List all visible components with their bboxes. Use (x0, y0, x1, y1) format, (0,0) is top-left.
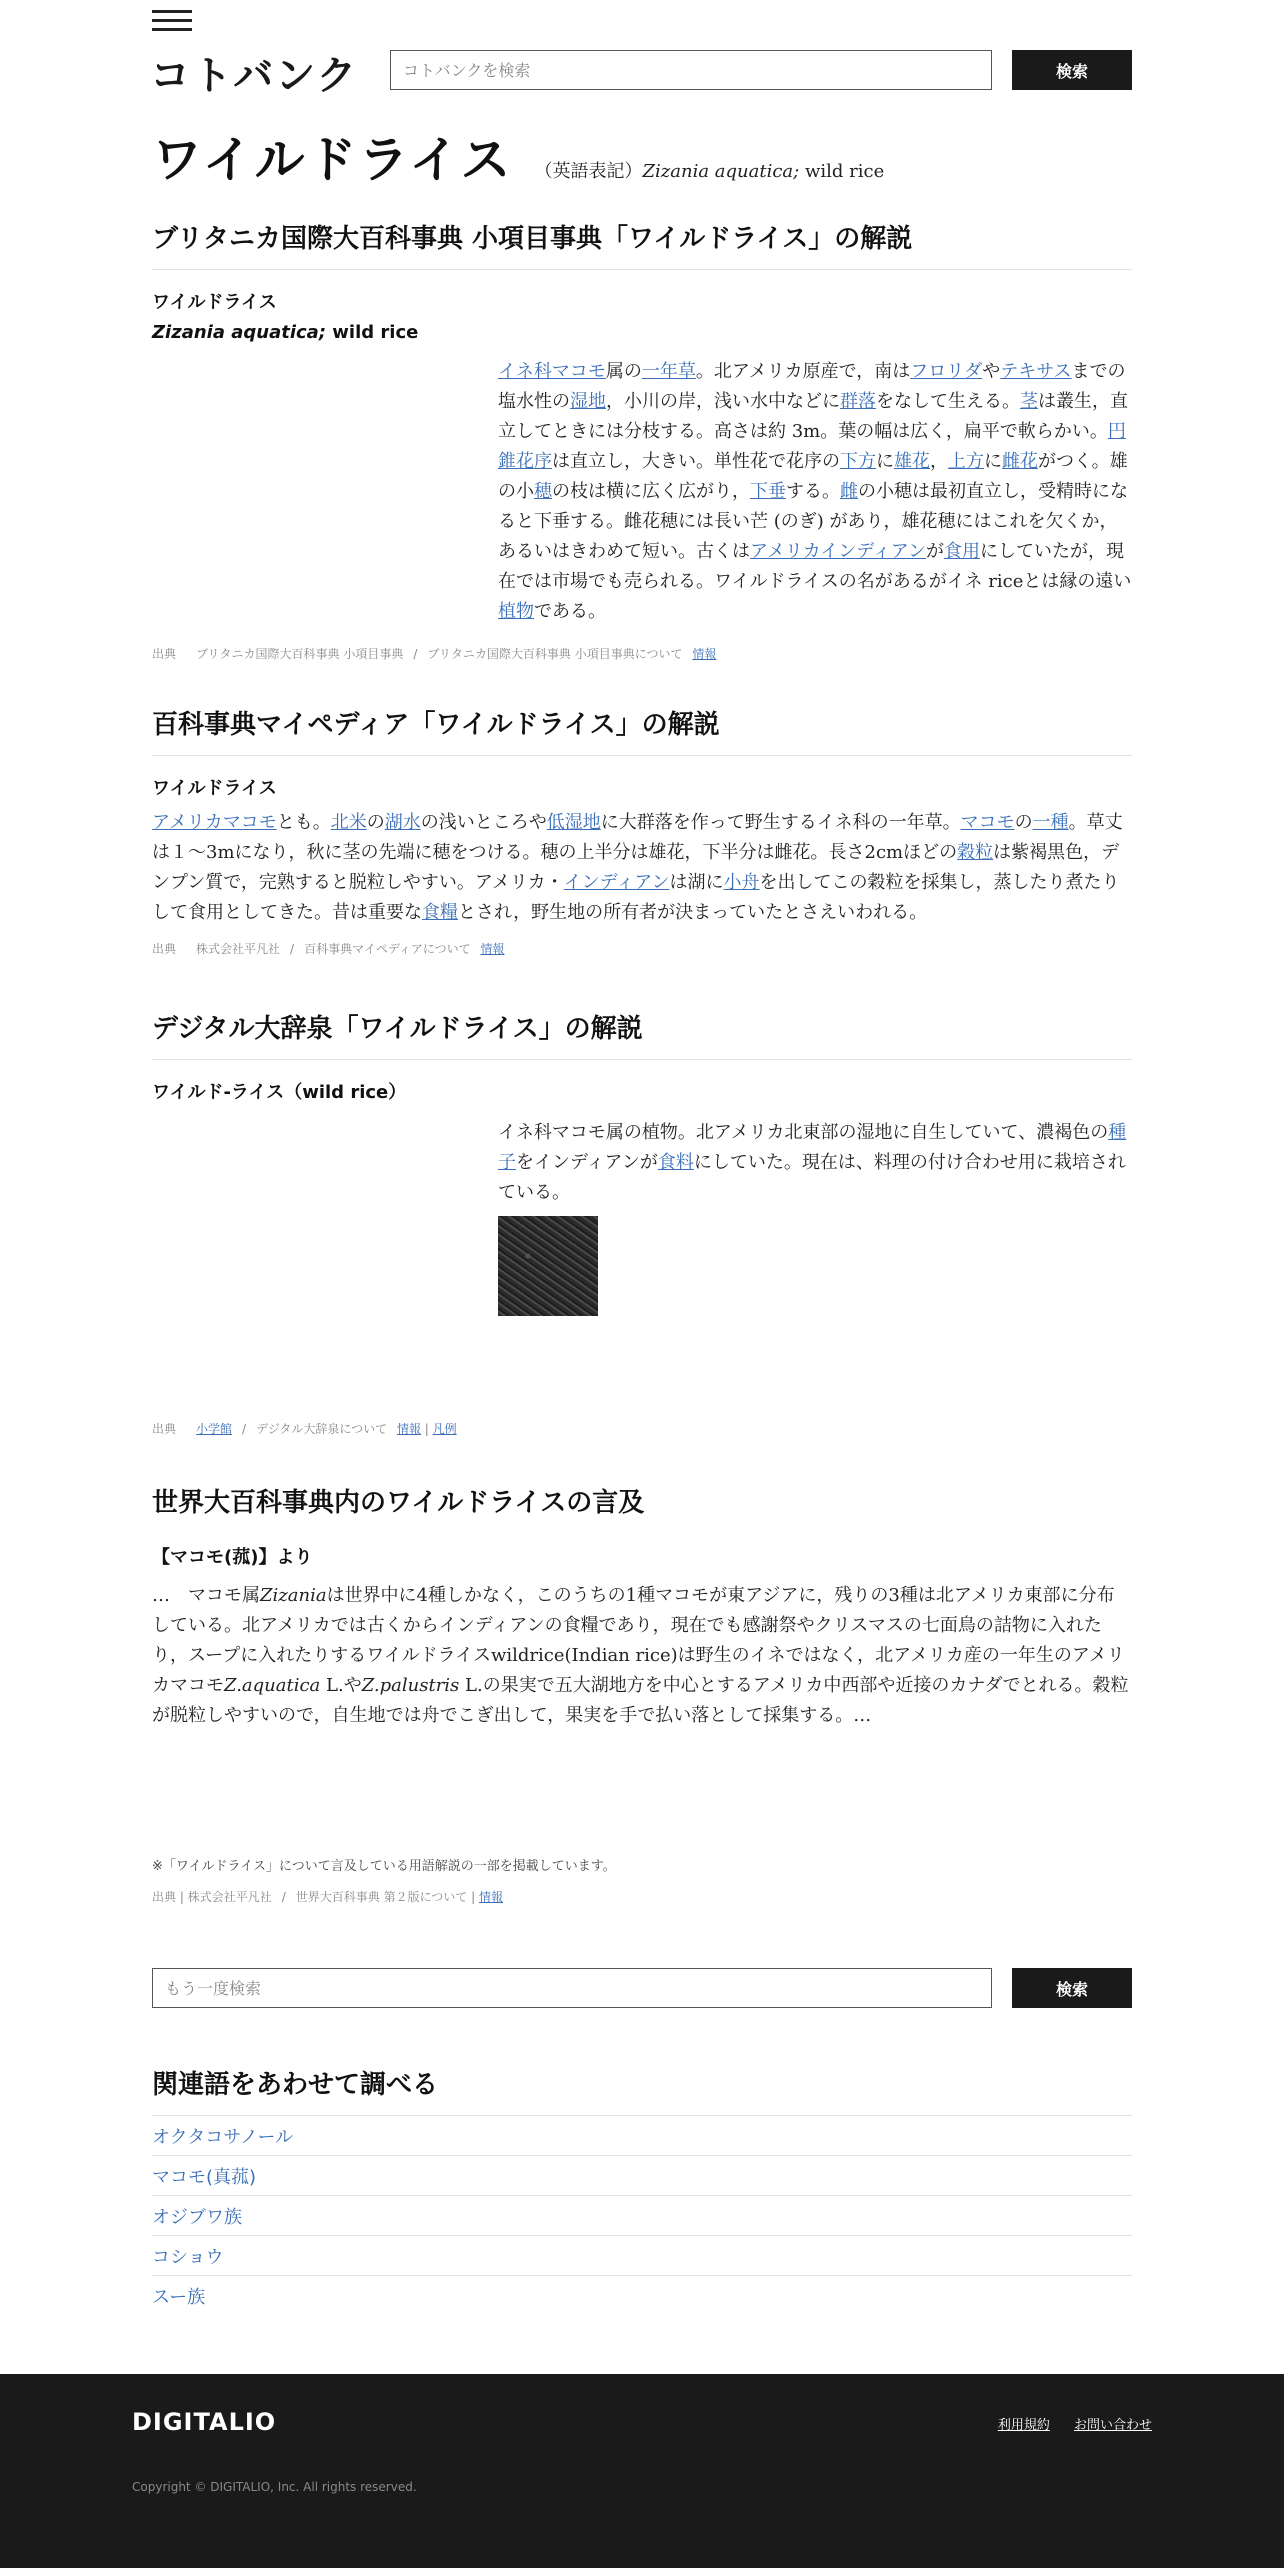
body-text: の小穂は最初直立し，受精時になると下垂する。雌花穂には長い芒 (のぎ) があり，雄花穂にはこれを欠くか，あるいはきわめて短い。古くは (498, 481, 1128, 562)
section-britannica (152, 218, 1132, 662)
body-text: 。北アメリカ原産で，南は (695, 361, 911, 382)
term-link[interactable]: 一種 (1032, 812, 1069, 833)
section-mentions (152, 1482, 1132, 1905)
term-link[interactable]: 下垂 (750, 481, 786, 502)
latin-name: Zizania (260, 1585, 327, 1606)
term-link[interactable]: 北米 (330, 812, 367, 833)
bottom-search-button[interactable]: 検索 (1012, 1968, 1132, 2008)
source-line: 出典 ブリタニカ国際大百科事典 小項目事典 / ブリタニカ国際大百科事典 小項目事典について 情報 (152, 647, 717, 661)
body-text: 。草丈は１〜3mになり，秋に茎の先端に穂をつける。穂の上半分は雄花，下半分は雌花。長さ2cmほどの (152, 812, 1123, 863)
term-link[interactable]: アメリカインディアン (750, 541, 927, 562)
body-text: … マコモ属 (152, 1585, 260, 1606)
search-input[interactable] (390, 50, 992, 90)
body-text: L.の果実で五大湖地方を中心とするアメリカ中西部や近接のカナダでとれる。穀粒が脱粒しやすいので，自生地では舟でこぎ出して，果実を手で払い落として採集する。… (152, 1675, 1129, 1726)
copyright: Copyright © DIGITALIO, Inc. All rights reserved. (132, 2480, 417, 2494)
page-title: ワイルドライス (152, 131, 513, 189)
term-link[interactable]: 一年草 (641, 361, 696, 382)
term-link[interactable]: アメリカマコモ (152, 812, 277, 833)
menu-icon[interactable] (152, 10, 192, 34)
section-daijisen (152, 1008, 1132, 1437)
source-line: 出典 小学館 / デジタル大辞泉について 情報 | 凡例 (152, 1422, 457, 1436)
english-notation: （英語表記）Zizania aquatica; wild rice (534, 161, 885, 182)
terms-link[interactable]: 利用規約 (997, 2418, 1050, 2433)
term-link[interactable]: 食用 (944, 541, 981, 562)
entry-term: ワイルドライス (152, 292, 277, 313)
body-text: する。 (786, 481, 840, 502)
body-text: である。 (534, 601, 606, 622)
body-text: は世界中に4種しかなく，このうちの1種マコモが東アジアに，残りの3種は北アメリカ東部に分布している。北アメリカでは古くからインディアンの食糧であり，現在でも感謝祭やクリスマスの七面鳥の詰物に入れたり，スープに入れたりするワイルドライスwildrice(Indian rice)は野生のイネではなく，北アメリカ産の一年生のアメリカマコモ (152, 1585, 1125, 1696)
term-link[interactable]: 小舟 (723, 872, 760, 893)
body-text: は直立し，大きい。単性花で花序の (552, 451, 840, 472)
term-link[interactable]: 植物 (498, 601, 534, 622)
source-line: 出典 株式会社平凡社 / 百科事典マイペディアについて 情報 (152, 942, 505, 956)
contact-link[interactable]: お問い合わせ (1073, 2418, 1152, 2433)
entry-body (498, 357, 1132, 627)
term-link[interactable]: 茎 (1020, 391, 1038, 412)
term-link[interactable]: 円錐花序 (498, 421, 1126, 472)
body-text: をインディアンが (516, 1152, 658, 1173)
image-wrap (498, 1216, 1132, 1316)
term-link[interactable]: 穂 (534, 481, 552, 502)
body-text: が (926, 541, 945, 562)
section-mypedia (152, 704, 1132, 957)
body-text: がつく。雄の小 (498, 451, 1128, 502)
body-text: にしていたが，現在では市場でも売られる。ワイルドライスの名があるがイネ riceとは縁の遠い (498, 541, 1132, 592)
body-text: の枝は横に広く広がり， (552, 481, 750, 502)
latin-name: Z.palustris (361, 1675, 460, 1696)
body-text: は叢生，直立してときには分枝する。高さは約 3m。葉の幅は広く，扁平で軟らかい。 (498, 391, 1128, 442)
term-link[interactable]: 食糧 (422, 902, 458, 923)
footer-links (978, 2414, 1152, 2433)
term-link[interactable]: 下方 (840, 451, 876, 472)
term-link[interactable]: 食料 (657, 1152, 694, 1173)
body-text: は紫褐黒色，デンプン質で，完熟すると脱粒しやすい。アメリカ・ (152, 842, 1120, 893)
body-text: ，小川の岸，浅い水中などに (606, 391, 840, 412)
page-title-block (152, 120, 884, 192)
body-text: L.や (320, 1675, 362, 1696)
section-title: デジタル大辞泉「ワイルドライス」の解説 (152, 1008, 1132, 1060)
body-text: イネ科マコモ属の植物。北アメリカ北東部の湿地に自生していて、濃褐色の (498, 1122, 1109, 1143)
mention-body (152, 1581, 1132, 1731)
term-link[interactable]: 穀粒 (957, 842, 994, 863)
info-link[interactable]: 情報 (480, 942, 505, 956)
entry-subterm: Zizania aquatica; wild rice (152, 322, 419, 343)
section-title: ブリタニカ国際大百科事典 小項目事典「ワイルドライス」の解説 (152, 218, 1132, 270)
body-text: とされ，野生地の所有者が決まっていたとさえいわれる。 (458, 902, 928, 923)
related-item[interactable] (152, 2115, 1132, 2155)
term-link[interactable]: 雌 (840, 481, 858, 502)
body-text: とも。 (276, 812, 331, 833)
term-link[interactable]: 群落 (840, 391, 876, 412)
section-title: 百科事典マイペディア「ワイルドライス」の解説 (152, 704, 1132, 756)
body-text: に (984, 451, 1002, 472)
related-title: 関連語をあわせて調べる (152, 2070, 439, 2100)
term-link[interactable]: 雄花 (894, 451, 930, 472)
body-text: に大群落を作って野生するイネ科の一年草。 (600, 812, 961, 833)
related-item[interactable] (152, 2235, 1132, 2275)
related-list (152, 2115, 1132, 2315)
body-text: にしていた。現在は、料理の付け合わせ用に栽培されている。 (498, 1152, 1126, 1203)
publisher-link[interactable]: 小学館 (196, 1422, 233, 1436)
entry-body (152, 808, 1132, 928)
term-link[interactable]: テキサス (1000, 361, 1072, 382)
info-link[interactable]: 情報 (692, 647, 717, 661)
term-link[interactable]: 種子 (498, 1122, 1127, 1173)
related-link[interactable]: マコモ(真菰) (152, 2166, 257, 2188)
term-link[interactable]: フロリダ (910, 361, 983, 382)
term-link[interactable]: マコモ (960, 812, 1015, 833)
term-link[interactable]: 湿地 (570, 391, 606, 412)
footer (0, 2374, 1284, 2568)
body-text: に (876, 451, 894, 472)
term-link[interactable]: 湖水 (384, 812, 421, 833)
term-link[interactable]: 雌花 (1002, 451, 1038, 472)
term-link[interactable]: イネ科マコモ (498, 361, 606, 382)
info-link[interactable]: 情報 (479, 1890, 504, 1904)
related-link[interactable]: コショウ (152, 2246, 224, 2268)
related-item[interactable] (152, 2275, 1132, 2315)
bottom-search-input[interactable] (152, 1968, 992, 2008)
section-title: 世界大百科事典内のワイルドライスの言及 (152, 1488, 645, 1518)
related-link[interactable]: オジブワ族 (152, 2206, 242, 2228)
term-link[interactable]: 低湿地 (546, 812, 601, 833)
search-button[interactable]: 検索 (1012, 50, 1132, 90)
footer-logo[interactable]: DIGITALIO (132, 2408, 277, 2436)
body-text: や (982, 361, 1001, 382)
entry-term: ワイルドライス (152, 778, 277, 799)
legend-link[interactable]: 凡例 (432, 1422, 457, 1436)
related-link[interactable]: オクタコサノール (152, 2126, 294, 2148)
term-link[interactable]: インディアン (563, 872, 670, 893)
body-text: を出してこの穀粒を採集し，蒸したり煮たりして食用としてきた。昔は重要な (152, 872, 1120, 923)
info-link[interactable]: 情報 (396, 1422, 421, 1436)
body-text: までの塩水性の (498, 361, 1126, 412)
mention-source-term: 【マコモ(菰)】より (152, 1547, 313, 1568)
mention-note: ※「ワイルドライス」について言及している用語解説の一部を掲載しています。 (152, 1859, 616, 1874)
body-text: の浅いところや (420, 812, 547, 833)
body-text: の (1014, 812, 1033, 833)
body-text: は湖に (669, 872, 724, 893)
entry-body (498, 1118, 1132, 1208)
wild-rice-image[interactable] (498, 1216, 598, 1316)
entry-term: ワイルド‐ライス（wild rice） (152, 1082, 407, 1103)
latin-name: Z.aquatica (224, 1675, 321, 1696)
site-logo[interactable]: コトバンク (150, 53, 359, 99)
related-item[interactable] (152, 2195, 1132, 2235)
body-text: の (366, 812, 385, 833)
source-line: 出典 | 株式会社平凡社 / 世界大百科事典 第２版について | 情報 (152, 1890, 504, 1904)
related-section (152, 2064, 1132, 2315)
body-text: をなして生える。 (876, 391, 1020, 412)
related-link[interactable]: スー族 (152, 2286, 206, 2308)
term-link[interactable]: 上方 (948, 451, 984, 472)
related-item[interactable] (152, 2155, 1132, 2195)
body-text: ， (930, 451, 948, 472)
body-text: 属の (605, 361, 642, 382)
